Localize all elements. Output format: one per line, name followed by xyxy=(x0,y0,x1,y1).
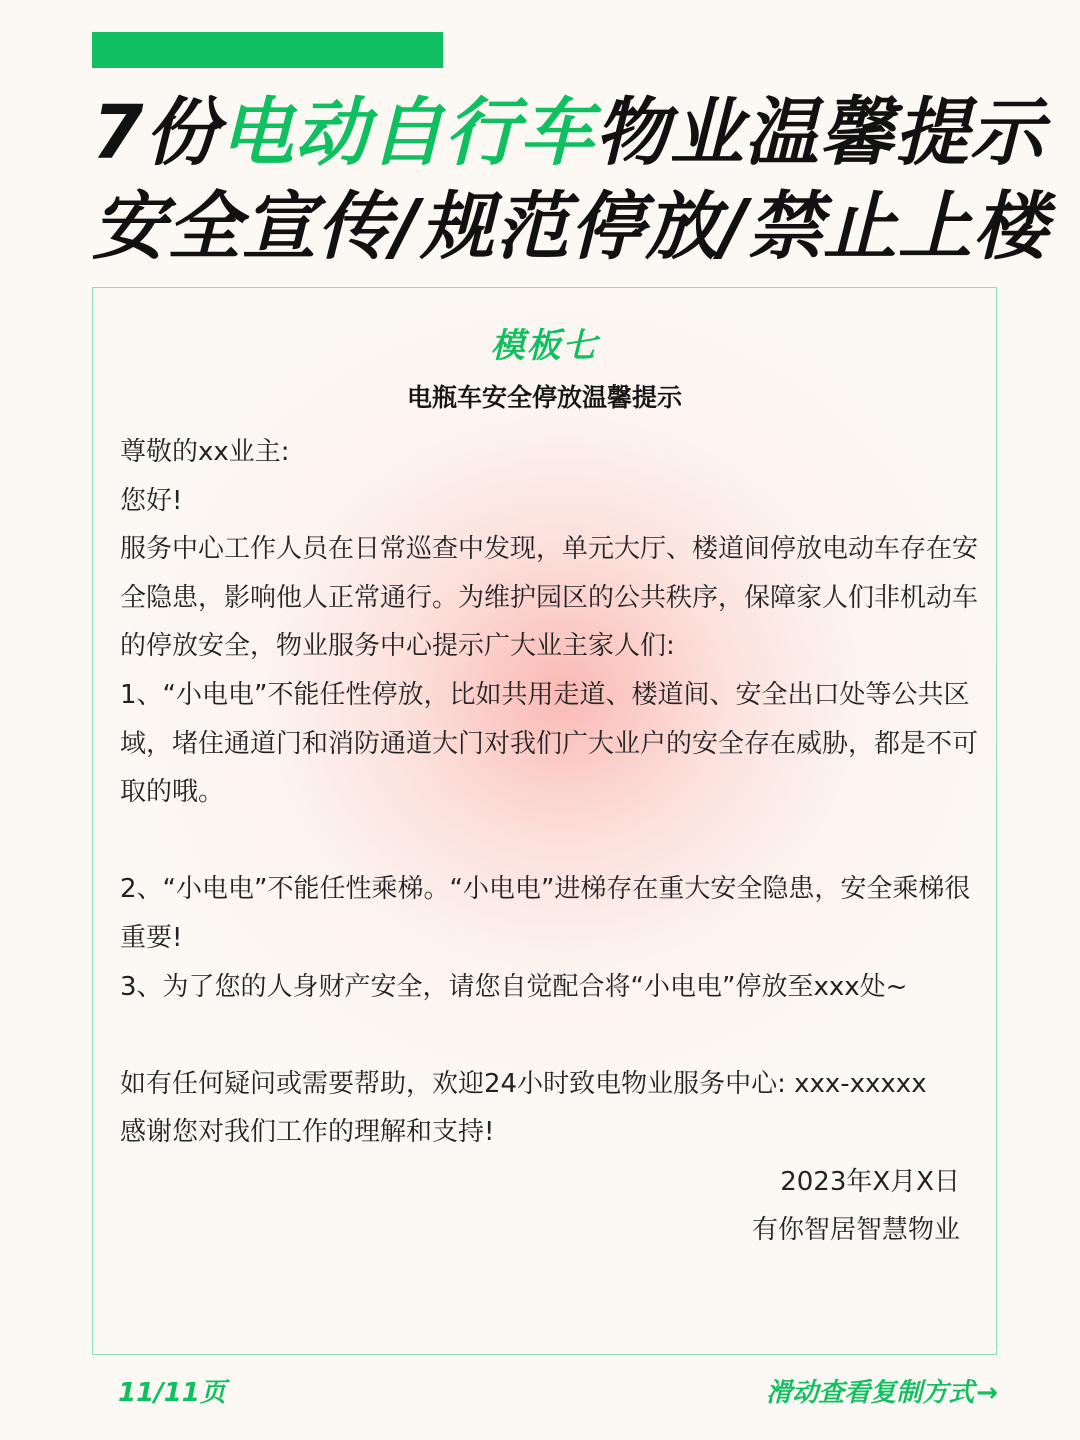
headline-accent: 电动自行车 xyxy=(219,90,595,176)
headline-line-1 xyxy=(92,88,1052,178)
spacer xyxy=(120,1011,990,1060)
rule-item: 3、为了您的人身财产安全，请您自觉配合将“小电电”停放至xxx处~ xyxy=(120,971,908,1002)
template-label: 模板七 xyxy=(490,326,599,366)
notice-title: 电瓶车安全停放温馨提示 xyxy=(406,383,682,412)
signature-date: 2023年X月X日 xyxy=(780,1167,960,1197)
signature-org: 有你智居智慧物业 xyxy=(751,1215,960,1245)
rule-item: 1、“小电电”不能任性停放，比如共用走道、楼道间、安全出口处等公共区域，堵住通道门和消防通道大门对我们广大业户的安全存在威胁，都是不可取的哦。 xyxy=(120,679,979,808)
accent-bar xyxy=(92,32,443,68)
headline-line-2: 安全宣传/规范停放/禁止上楼 xyxy=(92,184,1049,270)
headline-suffix: 物业温馨提示 xyxy=(594,90,1045,176)
contact-line: 如有任何疑问或需要帮助，欢迎24小时致电物业服务中心: xxx-xxxxx xyxy=(120,1068,927,1099)
notice-body xyxy=(120,428,990,1157)
intro-paragraph: 服务中心工作人员在日常巡查中发现，单元大厅、楼道间停放电动车存在安全隐患，影响他人正常通行。为维护园区的公共秩序，保障家人们非机动车的停放安全，物业服务中心提示广大业主家人们: xyxy=(120,534,979,662)
page-indicator: 11/11页 xyxy=(118,1378,226,1408)
headline-prefix: 7份 xyxy=(92,90,220,176)
swipe-hint[interactable] xyxy=(766,1372,998,1409)
notice-card xyxy=(92,287,997,1355)
swipe-hint-label: 滑动查看复制方式 xyxy=(766,1378,975,1408)
thanks-line: 感谢您对我们工作的理解和支持! xyxy=(120,1117,495,1148)
spacer xyxy=(120,817,990,866)
rule-item: 2、“小电电”不能任性乘梯。“小电电”进梯存在重大安全隐患，安全乘梯很重要! xyxy=(120,874,971,953)
hello: 您好! xyxy=(120,485,183,516)
right-arrow-icon: → xyxy=(976,1378,998,1408)
greeting: 尊敬的xx业主: xyxy=(120,437,290,467)
